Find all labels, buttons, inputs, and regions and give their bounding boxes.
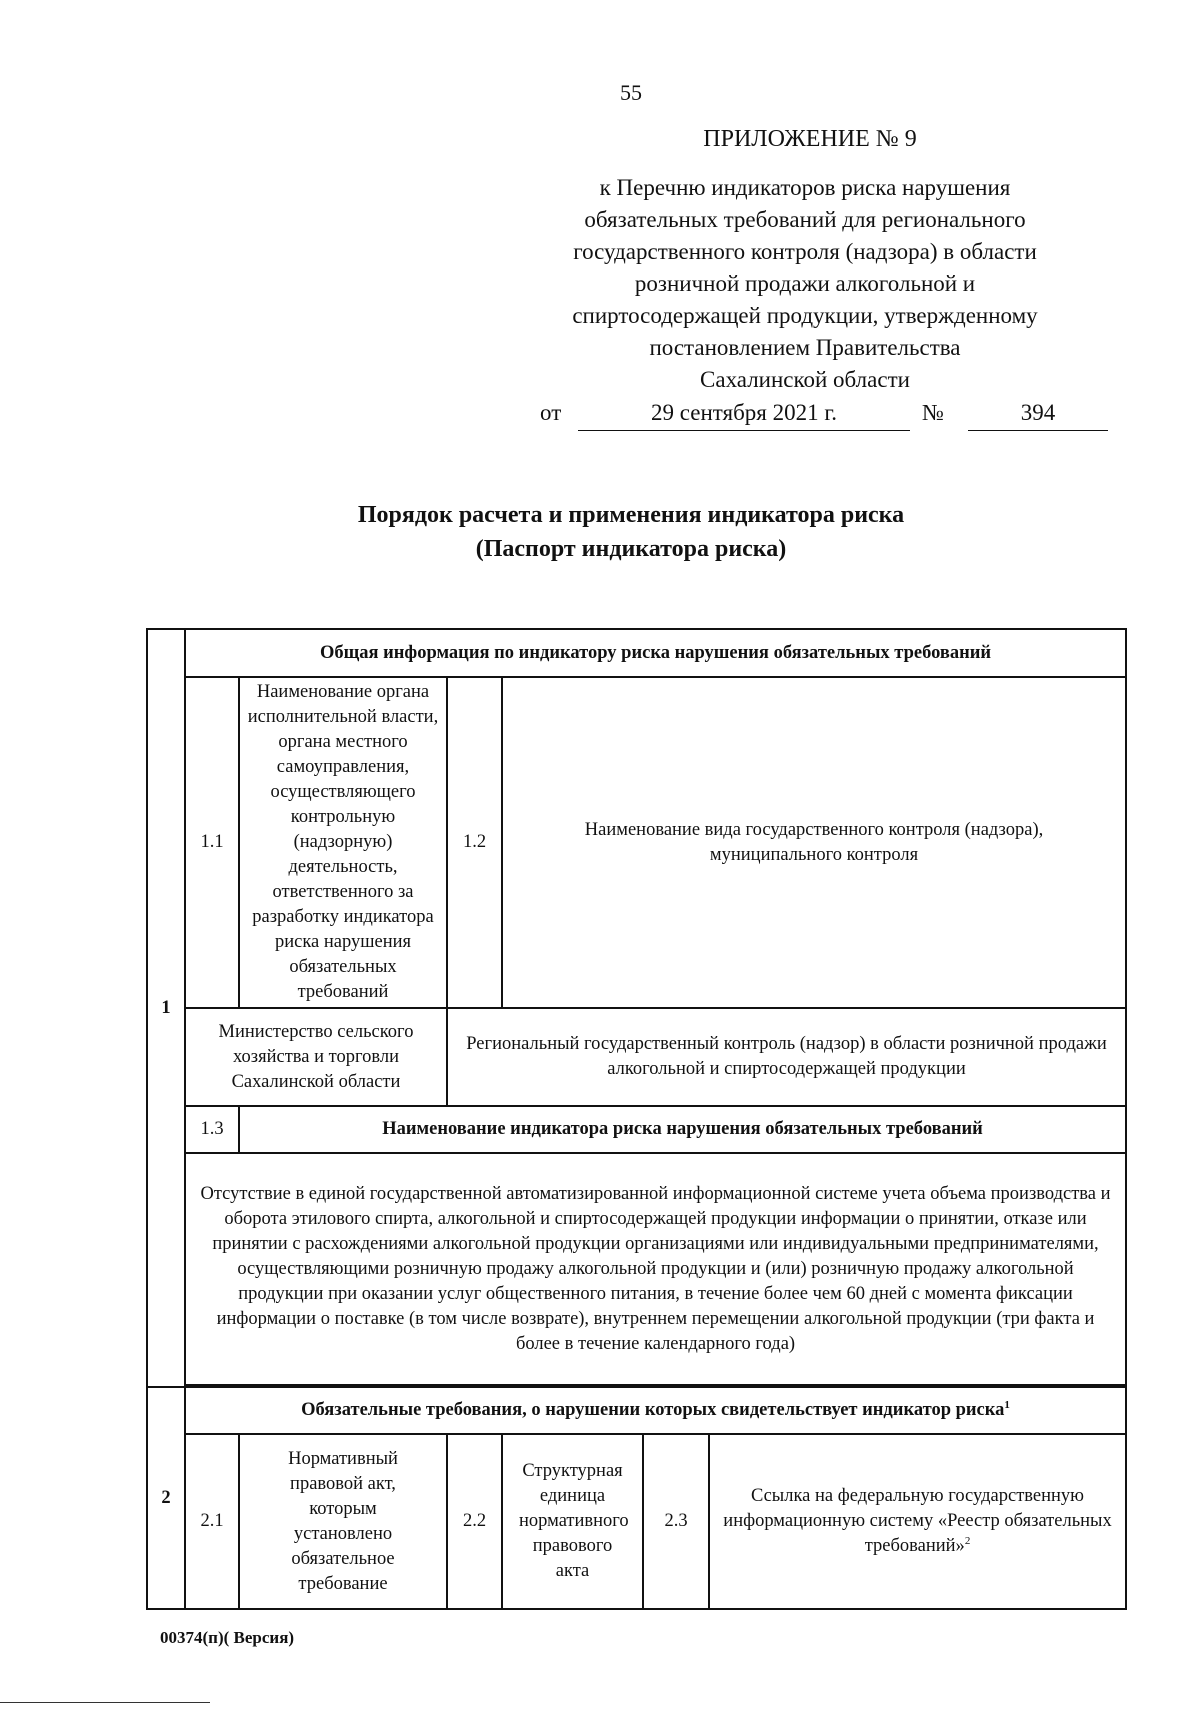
appendix-reference [505,172,1105,396]
item-number-2-2: 2.2 [447,1434,502,1609]
page-number: 55 [620,80,642,105]
table-row [147,1434,1126,1609]
appendix-title: ПРИЛОЖЕНИЕ № 9 [703,126,917,152]
table-row [147,677,1126,1008]
item-number-1-3: 1.3 [185,1106,239,1153]
document-title-line-2: (Паспорт индикатора риска) [475,536,787,562]
table-row [147,629,1126,677]
item-number-2-3: 2.3 [643,1434,709,1609]
item-1-2-value: Региональный государственный контроль (надзор) в области розничной продажи алкогольной и спиртосодержащей продукции [447,1008,1126,1106]
item-2-2-label: Структурная единица нормативного правового акта [502,1434,643,1609]
item-1-3-value: Отсутствие в единой государственной автоматизированной информационной системе учета объема производства и оборота этилового спирта, алкогольной и спиртосодержащей продукции информации о принятии, отказе или принятии с расхождениями алкогольной продукции организациями или индивидуальными предпринимателями, осуществляющими розничную продажу алкогольной продукции и (или) розничную продажу алкогольной продукции при оказании услуг общественного питания, в течение более чем 60 дней с момента фиксации информации о поставке (в том числе возврате), внутреннем перемещении алкогольной продукции (три факта и более в течение календарного года) [185,1153,1126,1385]
section-number-1: 1 [147,629,185,1387]
table-row [147,1387,1126,1434]
table-row [147,1008,1126,1106]
resolution-date: 29 сентября 2021 г. [578,400,910,431]
footnote-separator-line [0,1702,210,1703]
appendix-line: розничной продажи алкогольной и [634,271,976,296]
item-1-2-label: Наименование вида государственного контроля (надзора), муниципального контроля [502,677,1126,1008]
appendix-line: государственного контроля (надзора) в области [573,239,1037,264]
resolution-number: 394 [968,400,1108,431]
item-number-1-1: 1.1 [185,677,239,1008]
section-2-header-text: Обязательные требования, о нарушении которых свидетельствует индикатор риска [301,1400,1005,1420]
item-2-3-label-text: Ссылка на федеральную государственную информационную систему «Реестр обязательных требований» [723,1486,1112,1556]
table-row [147,1153,1126,1385]
item-number-2-1: 2.1 [185,1434,239,1609]
number-sign: № [922,400,944,425]
item-number-1-2: 1.2 [447,677,502,1008]
appendix-line: к Перечню индикаторов риска нарушения [599,175,1011,200]
resolution-date-line [540,400,1110,432]
appendix-line: обязательных требований для регионального [584,207,1026,232]
appendix-line: спиртосодержащей продукции, утвержденному [572,303,1038,328]
document-title-line-1: Порядок расчета и применения индикатора риска [357,502,905,528]
item-1-1-value: Министерство сельского хозяйства и торговли Сахалинской области [185,1008,447,1106]
section-1-header: Общая информация по индикатору риска нарушения обязательных требований [185,629,1126,677]
item-1-3-label: Наименование индикатора риска нарушения обязательных требований [239,1106,1126,1153]
section-number-2: 2 [147,1387,185,1609]
date-prefix: от [540,400,562,425]
footnote-marker-1: 1 [1004,1398,1010,1411]
section-2-header [185,1387,1126,1434]
risk-indicator-passport-table [146,628,1127,1610]
item-2-3-label [709,1434,1126,1609]
footnote-marker-2: 2 [964,1534,971,1547]
appendix-line: постановлением Правительства [649,335,961,360]
item-1-1-label: Наименование органа исполнительной власти, органа местного самоуправления, осуществляющего контрольную (надзорную) деятельность, ответственного за разработку индикатора риска нарушения обязательных требований [239,677,447,1008]
item-2-1-label: Нормативный правовой акт, которым установлено обязательное требование [239,1434,447,1609]
document-version-code: 00374(п)( Версия) [160,1628,295,1647]
table-row [147,1106,1126,1153]
appendix-line: Сахалинской области [700,367,910,392]
document-title [0,498,1200,566]
